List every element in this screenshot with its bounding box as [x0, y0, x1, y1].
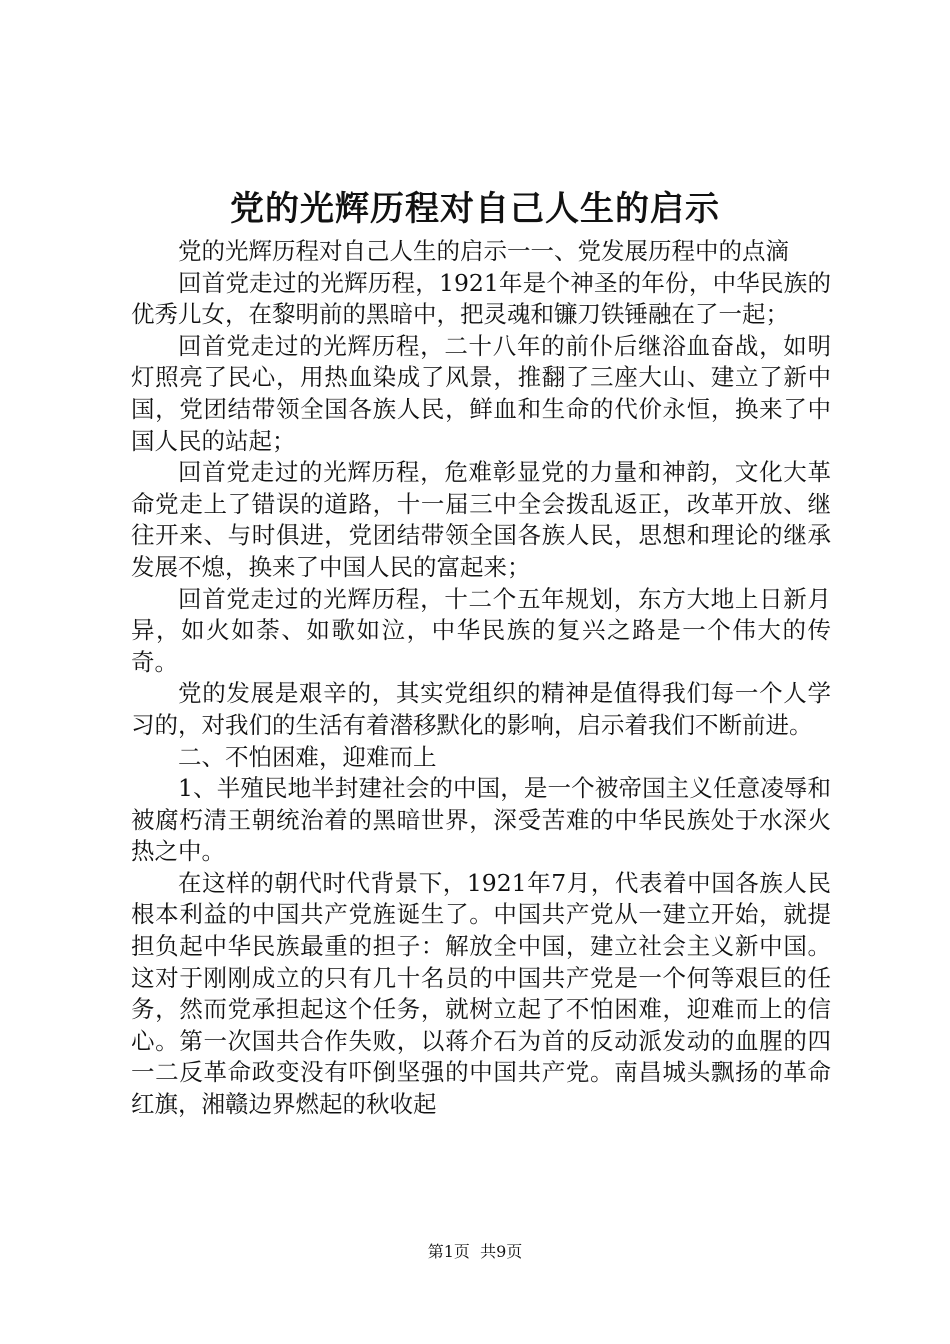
paragraph-semi-colonial: 1、半殖民地半封建社会的中国，是一个被帝国主义任意凌辱和被腐朽清王朝统治着的黑暗世界，深受苦难的中华民族处于水深火热之中。 — [131, 774, 831, 866]
paragraph-1921: 回首党走过的光辉历程，1921年是个神圣的年份，中华民族的优秀儿女，在黎明前的黑暗中，把灵魂和镰刀铁锤融在了一起； — [131, 268, 831, 329]
footer-separator — [470, 1242, 480, 1261]
paragraph-five-year-plans: 回首党走过的光辉历程，十二个五年规划，东方大地上日新月异，如火如荼、如歌如泣，中华民族的复兴之路是一个伟大的传奇。 — [131, 584, 831, 676]
paragraph-development: 党的发展是艰辛的，其实党组织的精神是值得我们每一个人学习的，对我们的生活有着潜移默化的影响，启示着我们不断前进。 — [131, 679, 831, 739]
current-page-number: 第1页 — [427, 1242, 470, 1261]
section-heading-2: 二、不怕困难，迎难而上 — [178, 742, 437, 771]
paragraph-new-china: 回首党走过的光辉历程，二十八年的前仆后继浴血奋战，如明灯照亮了民心，用热血染成了风景，推翻了三座大山、建立了新中国，党团结带领全国各族人民，鲜血和生命的代价永恒，换来了中国人民的站起； — [131, 331, 831, 455]
total-pages: 共9页 — [480, 1242, 523, 1261]
paragraph-intro: 党的光辉历程对自己人生的启示一一、党发展历程中的点滴 — [178, 237, 789, 265]
page-footer — [0, 1241, 950, 1263]
paragraph-founding: 在这样的朝代时代背景下，1921年7月，代表着中国各族人民根本利益的中国共产党旌诞生了。中国共产党从一建立开始，就提担负起中华民族最重的担子：解放全中国，建立社会主义新中国。这对于刚刚成立的只有几十名员的中国共产党是一个何等艰巨的任务，然而党承担起这个任务，就树立起了不怕困难，迎难而上的信心。第一次国共合作失败，以蒋介石为首的反动派发动的血腥的四一二反革命政变没有吓倒坚强的中国共产党。南昌城头飘扬的革命红旗，湘赣边界燃起的秋收起 — [131, 868, 831, 1119]
document-title: 党的光辉历程对自己人生的启示 — [230, 189, 720, 229]
document-body — [131, 236, 831, 1121]
paragraph-reform: 回首党走过的光辉历程，危难彰显党的力量和神韵，文化大革命党走上了错误的道路，十一届三中全会拨乱返正，改革开放、继往开来、与时俱进，党团结带领全国各族人民，思想和理论的继承发展不熄，换来了中国人民的富起来； — [131, 458, 831, 581]
